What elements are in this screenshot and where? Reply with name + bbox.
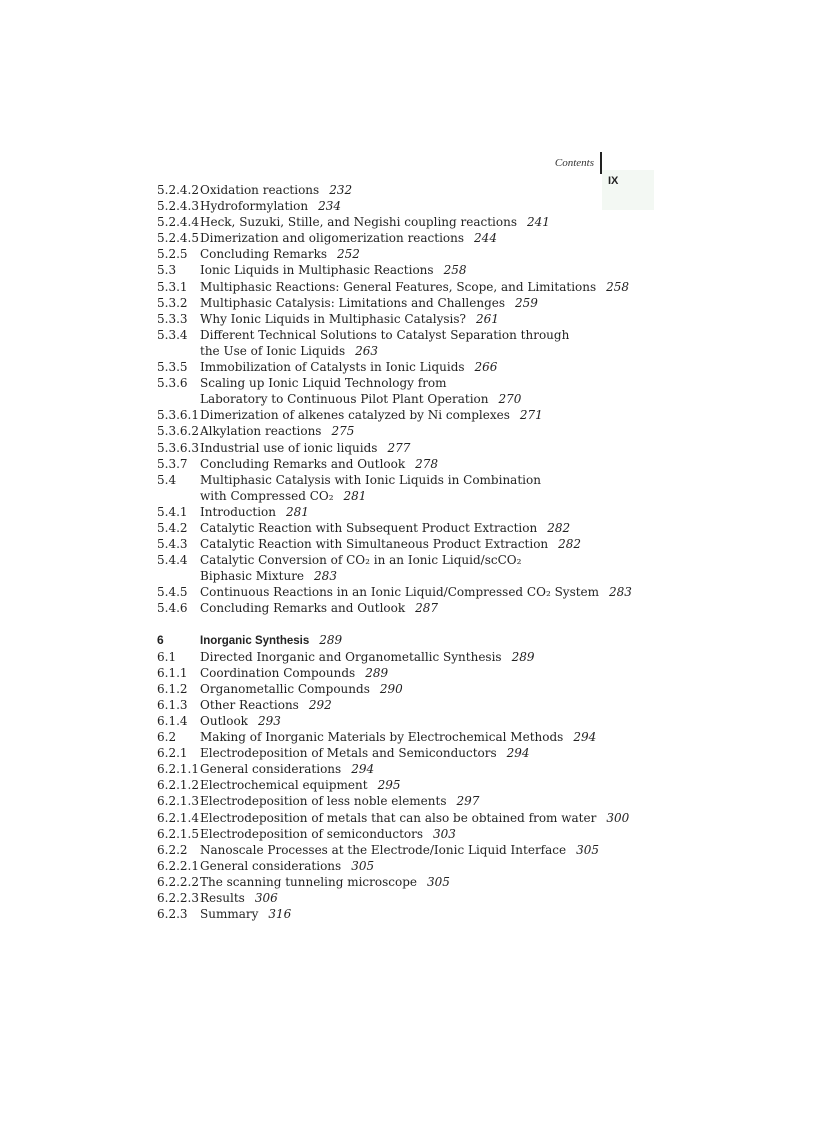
entry-page: 232 bbox=[329, 183, 353, 197]
entry-number: 6.2.1.3 bbox=[157, 794, 199, 809]
entry-page: 241 bbox=[527, 215, 550, 230]
entry-title-text: Catalytic Reaction with Subsequent Product Extraction bbox=[200, 520, 538, 535]
entry-page: 244 bbox=[474, 231, 497, 246]
entry-title-text: Multiphasic Reactions: General Features, Scope, and Limitations bbox=[200, 279, 597, 294]
toc-entry bbox=[157, 858, 657, 874]
entry-page: 234 bbox=[318, 199, 341, 214]
toc-entry bbox=[157, 681, 657, 697]
entry-title-text: Scaling up Ionic Liquid Technology from bbox=[200, 376, 447, 391]
entry-number bbox=[157, 343, 200, 359]
entry-title bbox=[200, 745, 657, 761]
toc-entry bbox=[157, 552, 657, 568]
entry-page: 300 bbox=[606, 810, 630, 825]
entry-title bbox=[200, 440, 657, 456]
entry-title-text: Ionic Liquids in Multiphasic Reactions bbox=[200, 263, 434, 278]
entry-title-text: Catalytic Reaction with Simultaneous Product Extraction bbox=[200, 537, 549, 552]
entry-page: 283 bbox=[609, 585, 632, 600]
entry-title bbox=[200, 472, 657, 488]
toc-entry bbox=[157, 890, 657, 906]
toc-entry bbox=[157, 214, 657, 230]
entry-number: 6.2.1.2 bbox=[157, 778, 199, 793]
toc-entry bbox=[157, 713, 657, 729]
entry-title bbox=[200, 343, 657, 359]
entry-title bbox=[200, 681, 657, 697]
entry-title-text: Multiphasic Catalysis with Ionic Liquids in Combination bbox=[200, 472, 541, 487]
toc-entry bbox=[157, 230, 657, 246]
entry-title bbox=[200, 214, 657, 230]
entry-title-text: General considerations bbox=[200, 858, 342, 873]
entry-number bbox=[157, 391, 200, 407]
entry-title bbox=[200, 456, 657, 472]
entry-number: 6.2.2.2 bbox=[157, 874, 199, 889]
entry-title-text: Directed Inorganic and Organometallic Synthesis bbox=[200, 649, 502, 664]
toc-entry bbox=[157, 504, 657, 520]
entry-number: 6.1.2 bbox=[157, 681, 188, 696]
entry-number: 6.2.1 bbox=[157, 746, 188, 761]
entry-page: 289 bbox=[319, 632, 343, 647]
entry-number bbox=[157, 488, 200, 504]
entry-number: 5.3.3 bbox=[157, 311, 188, 326]
entry-number: 6.2.1.5 bbox=[157, 826, 199, 841]
entry-title bbox=[200, 713, 657, 729]
entry-page: 271 bbox=[519, 408, 543, 423]
toc-entry bbox=[157, 198, 657, 214]
entry-title-text: Dimerization and oligomerization reactions bbox=[200, 231, 465, 246]
running-header bbox=[554, 152, 654, 187]
entry-page: 303 bbox=[433, 826, 456, 841]
entry-title-text: Inorganic Synthesis bbox=[200, 634, 310, 647]
entry-title-text: with Compressed CO₂ bbox=[200, 488, 334, 503]
entry-title bbox=[200, 182, 657, 198]
entry-number: 5.4.2 bbox=[157, 520, 188, 535]
entry-page: 252 bbox=[337, 247, 360, 262]
entry-page: 266 bbox=[474, 360, 498, 375]
entry-title-text: Laboratory to Continuous Pilot Plant Operation bbox=[200, 392, 489, 407]
toc-entry bbox=[157, 440, 657, 456]
toc-entry bbox=[157, 665, 657, 681]
entry-title bbox=[200, 375, 657, 391]
entry-title-text: The scanning tunneling microscope bbox=[200, 874, 417, 889]
entry-page: 297 bbox=[456, 794, 480, 809]
toc-entry bbox=[157, 262, 657, 278]
entry-title bbox=[200, 826, 657, 842]
toc-entry bbox=[157, 810, 657, 826]
entry-number: 5.2.4.4 bbox=[157, 215, 199, 230]
toc-entry bbox=[157, 295, 657, 311]
toc-entry bbox=[157, 793, 657, 809]
entry-title-text: Outlook bbox=[200, 714, 248, 728]
entry-title bbox=[200, 246, 657, 262]
entry-page: 290 bbox=[379, 681, 403, 696]
entry-title bbox=[200, 600, 657, 616]
toc-entry bbox=[157, 343, 657, 359]
entry-title bbox=[200, 793, 657, 809]
entry-title-text: Electrodeposition of metals that can also be obtained from water bbox=[200, 810, 597, 825]
entry-page: 305 bbox=[351, 858, 375, 873]
entry-title-text: Industrial use of ionic liquids bbox=[200, 440, 378, 455]
entry-number: 5.2.5 bbox=[157, 247, 188, 262]
entry-title-text: Hydroformylation bbox=[200, 199, 309, 214]
entry-title bbox=[200, 295, 657, 311]
entry-title-text: Alkylation reactions bbox=[200, 424, 322, 439]
toc-entry bbox=[157, 391, 657, 407]
entry-number: 5.3.4 bbox=[157, 327, 188, 342]
entry-number: 5.4.3 bbox=[157, 537, 188, 552]
entry-page: 283 bbox=[314, 569, 337, 584]
toc-entry bbox=[157, 745, 657, 761]
entry-number: 6.1 bbox=[157, 649, 177, 664]
entry-number: 5.3.5 bbox=[157, 360, 188, 375]
entry-title bbox=[200, 729, 657, 745]
entry-title bbox=[200, 761, 657, 777]
entry-title-text: Why Ionic Liquids in Multiphasic Catalysis? bbox=[200, 311, 466, 326]
entry-number: 5.3.6 bbox=[157, 376, 188, 391]
entry-page: 289 bbox=[511, 649, 535, 664]
toc-entry bbox=[157, 906, 657, 922]
entry-number: 6.2 bbox=[157, 730, 177, 745]
entry-page: 316 bbox=[268, 907, 292, 922]
toc-entry bbox=[157, 649, 657, 665]
entry-title bbox=[200, 777, 657, 793]
toc-entry bbox=[157, 584, 657, 600]
entry-number bbox=[157, 568, 200, 584]
toc-entry bbox=[157, 874, 657, 890]
entry-title-text: Catalytic Conversion of CO₂ in an Ionic Liquid/scCO₂ bbox=[200, 553, 522, 568]
entry-title bbox=[200, 665, 657, 681]
entry-title bbox=[200, 488, 657, 504]
entry-number: 5.4.4 bbox=[157, 553, 188, 568]
entry-title-text: Electrodeposition of less noble elements bbox=[200, 794, 447, 809]
toc-entry bbox=[157, 246, 657, 262]
entry-title bbox=[200, 874, 657, 890]
entry-title-text: Concluding Remarks bbox=[200, 247, 328, 262]
entry-title-text: Oxidation reactions bbox=[200, 183, 320, 197]
entry-page: 282 bbox=[547, 520, 571, 535]
entry-page: 270 bbox=[498, 392, 522, 407]
entry-title-text: Biphasic Mixture bbox=[200, 569, 305, 584]
toc-entry bbox=[157, 327, 657, 343]
entry-title bbox=[200, 842, 657, 858]
entry-title bbox=[200, 536, 657, 552]
entry-title-text: Coordination Compounds bbox=[200, 665, 356, 680]
toc-entry bbox=[157, 842, 657, 858]
entry-page: 305 bbox=[576, 842, 599, 857]
toc-entry bbox=[157, 761, 657, 777]
entry-title-text: Introduction bbox=[200, 504, 276, 519]
toc-entry bbox=[157, 359, 657, 375]
entry-number: 6.2.2.3 bbox=[157, 891, 199, 906]
entry-title-text: Electrodeposition of Metals and Semiconductors bbox=[200, 746, 497, 761]
entry-title-text: Continuous Reactions in an Ionic Liquid/Compressed CO₂ System bbox=[200, 585, 600, 600]
entry-title-text: Dimerization of alkenes catalyzed by Ni complexes bbox=[200, 408, 510, 423]
entry-number: 6.2.3 bbox=[157, 907, 188, 922]
entry-page: 282 bbox=[558, 537, 582, 552]
entry-page: 278 bbox=[415, 456, 439, 471]
entry-title bbox=[200, 632, 657, 649]
entry-title-text: Nanoscale Processes at the Electrode/Ionic Liquid Interface bbox=[200, 842, 567, 857]
entry-title bbox=[200, 906, 657, 922]
entry-title-text: Heck, Suzuki, Stille, and Negishi coupling reactions bbox=[200, 215, 517, 230]
entry-page: 281 bbox=[286, 504, 309, 519]
entry-number: 5.4.6 bbox=[157, 601, 188, 616]
entry-title-text: Summary bbox=[200, 907, 259, 922]
entry-number: 5.3 bbox=[157, 263, 177, 278]
toc-entry bbox=[157, 777, 657, 793]
entry-page: 306 bbox=[254, 891, 278, 906]
entry-title-text: the Use of Ionic Liquids bbox=[200, 343, 346, 358]
entry-number: 5.3.1 bbox=[157, 279, 188, 294]
toc-entry bbox=[157, 423, 657, 439]
entry-page: 287 bbox=[415, 601, 439, 616]
entry-number: 5.3.6.3 bbox=[157, 440, 199, 455]
entry-number: 6.2.2.1 bbox=[157, 858, 199, 873]
entry-title bbox=[200, 890, 657, 906]
entry-title bbox=[200, 262, 657, 278]
entry-page: 258 bbox=[443, 263, 467, 278]
entry-page: 281 bbox=[343, 488, 367, 503]
toc-entry bbox=[157, 279, 657, 295]
entry-title-text: Concluding Remarks and Outlook bbox=[200, 601, 406, 616]
entry-title bbox=[200, 198, 657, 214]
entry-number: 6.1.4 bbox=[157, 714, 188, 728]
entry-title-text: Concluding Remarks and Outlook bbox=[200, 456, 406, 471]
toc-entry bbox=[157, 311, 657, 327]
entry-title bbox=[200, 327, 657, 343]
entry-title bbox=[200, 697, 657, 713]
entry-number: 5.3.2 bbox=[157, 295, 188, 310]
entry-title-text: Immobilization of Catalysts in Ionic Liquids bbox=[200, 360, 465, 375]
toc-entry bbox=[157, 472, 657, 488]
entry-title bbox=[200, 279, 657, 295]
toc-entry bbox=[157, 536, 657, 552]
entry-title bbox=[200, 504, 657, 520]
toc-entry bbox=[157, 697, 657, 713]
entry-title bbox=[200, 359, 657, 375]
entry-title-text: Electrodeposition of semiconductors bbox=[200, 826, 424, 841]
entry-title bbox=[200, 552, 657, 568]
entry-page: 258 bbox=[606, 279, 630, 294]
toc-entry bbox=[157, 520, 657, 536]
entry-title-text: Other Reactions bbox=[200, 697, 299, 712]
entry-number: 5.4 bbox=[157, 472, 177, 487]
entry-title bbox=[200, 649, 657, 665]
entry-number: 5.3.6.2 bbox=[157, 424, 199, 439]
entry-title bbox=[200, 311, 657, 327]
page-number: IX bbox=[602, 170, 654, 210]
entry-page: 305 bbox=[427, 874, 450, 889]
entry-number: 5.3.7 bbox=[157, 456, 188, 471]
entry-number: 6.2.1.4 bbox=[157, 810, 199, 825]
entry-title bbox=[200, 391, 657, 407]
entry-number: 5.2.4.5 bbox=[157, 231, 199, 246]
entry-title-text: Electrochemical equipment bbox=[200, 778, 368, 793]
entry-number: 5.2.4.3 bbox=[157, 199, 199, 214]
entry-number: 6.2.2 bbox=[157, 842, 188, 857]
toc-entry bbox=[157, 407, 657, 423]
entry-title bbox=[200, 407, 657, 423]
entry-number: 5.2.4.2 bbox=[157, 183, 199, 197]
entry-page: 295 bbox=[377, 778, 401, 793]
entry-page: 294 bbox=[573, 730, 597, 745]
toc-entry bbox=[157, 568, 657, 584]
entry-page: 261 bbox=[475, 311, 499, 326]
entry-title bbox=[200, 584, 657, 600]
entry-title-text: Results bbox=[200, 891, 245, 906]
toc-entry bbox=[157, 488, 657, 504]
entry-title bbox=[200, 230, 657, 246]
entry-number: 5.4.1 bbox=[157, 504, 188, 519]
table-of-contents bbox=[157, 182, 657, 922]
entry-page: 292 bbox=[308, 697, 332, 712]
entry-number: 6.1.3 bbox=[157, 697, 188, 712]
toc-entry bbox=[157, 456, 657, 472]
toc-entry bbox=[157, 826, 657, 842]
entry-number: 6.2.1.1 bbox=[157, 762, 199, 777]
entry-page: 277 bbox=[387, 440, 411, 455]
entry-title bbox=[200, 568, 657, 584]
toc-entry bbox=[157, 375, 657, 391]
entry-number: 6 bbox=[157, 632, 164, 647]
entry-title bbox=[200, 810, 657, 826]
chapter-entry bbox=[157, 632, 657, 649]
toc-entry bbox=[157, 600, 657, 616]
running-header-label: Contents bbox=[554, 157, 594, 169]
entry-number: 5.4.5 bbox=[157, 585, 188, 600]
entry-page: 259 bbox=[515, 295, 538, 310]
section-gap bbox=[157, 617, 657, 632]
entry-title bbox=[200, 520, 657, 536]
entry-title-text: General considerations bbox=[200, 762, 342, 777]
entry-title bbox=[200, 423, 657, 439]
entry-number: 6.1.1 bbox=[157, 665, 188, 680]
toc-entry bbox=[157, 182, 657, 198]
entry-page: 263 bbox=[355, 343, 379, 358]
entry-page: 294 bbox=[506, 746, 530, 761]
entry-number: 5.3.6.1 bbox=[157, 408, 199, 423]
entry-title-text: Different Technical Solutions to Catalyst Separation through bbox=[200, 327, 570, 342]
entry-title bbox=[200, 858, 657, 874]
entry-title-text: Organometallic Compounds bbox=[200, 681, 370, 696]
entry-title-text: Making of Inorganic Materials by Electrochemical Methods bbox=[200, 730, 564, 745]
entry-page: 293 bbox=[257, 714, 281, 728]
entry-page: 294 bbox=[351, 762, 375, 777]
entry-title-text: Multiphasic Catalysis: Limitations and Challenges bbox=[200, 295, 506, 310]
toc-entry bbox=[157, 729, 657, 745]
entry-page: 275 bbox=[331, 424, 355, 439]
entry-page: 289 bbox=[365, 665, 389, 680]
